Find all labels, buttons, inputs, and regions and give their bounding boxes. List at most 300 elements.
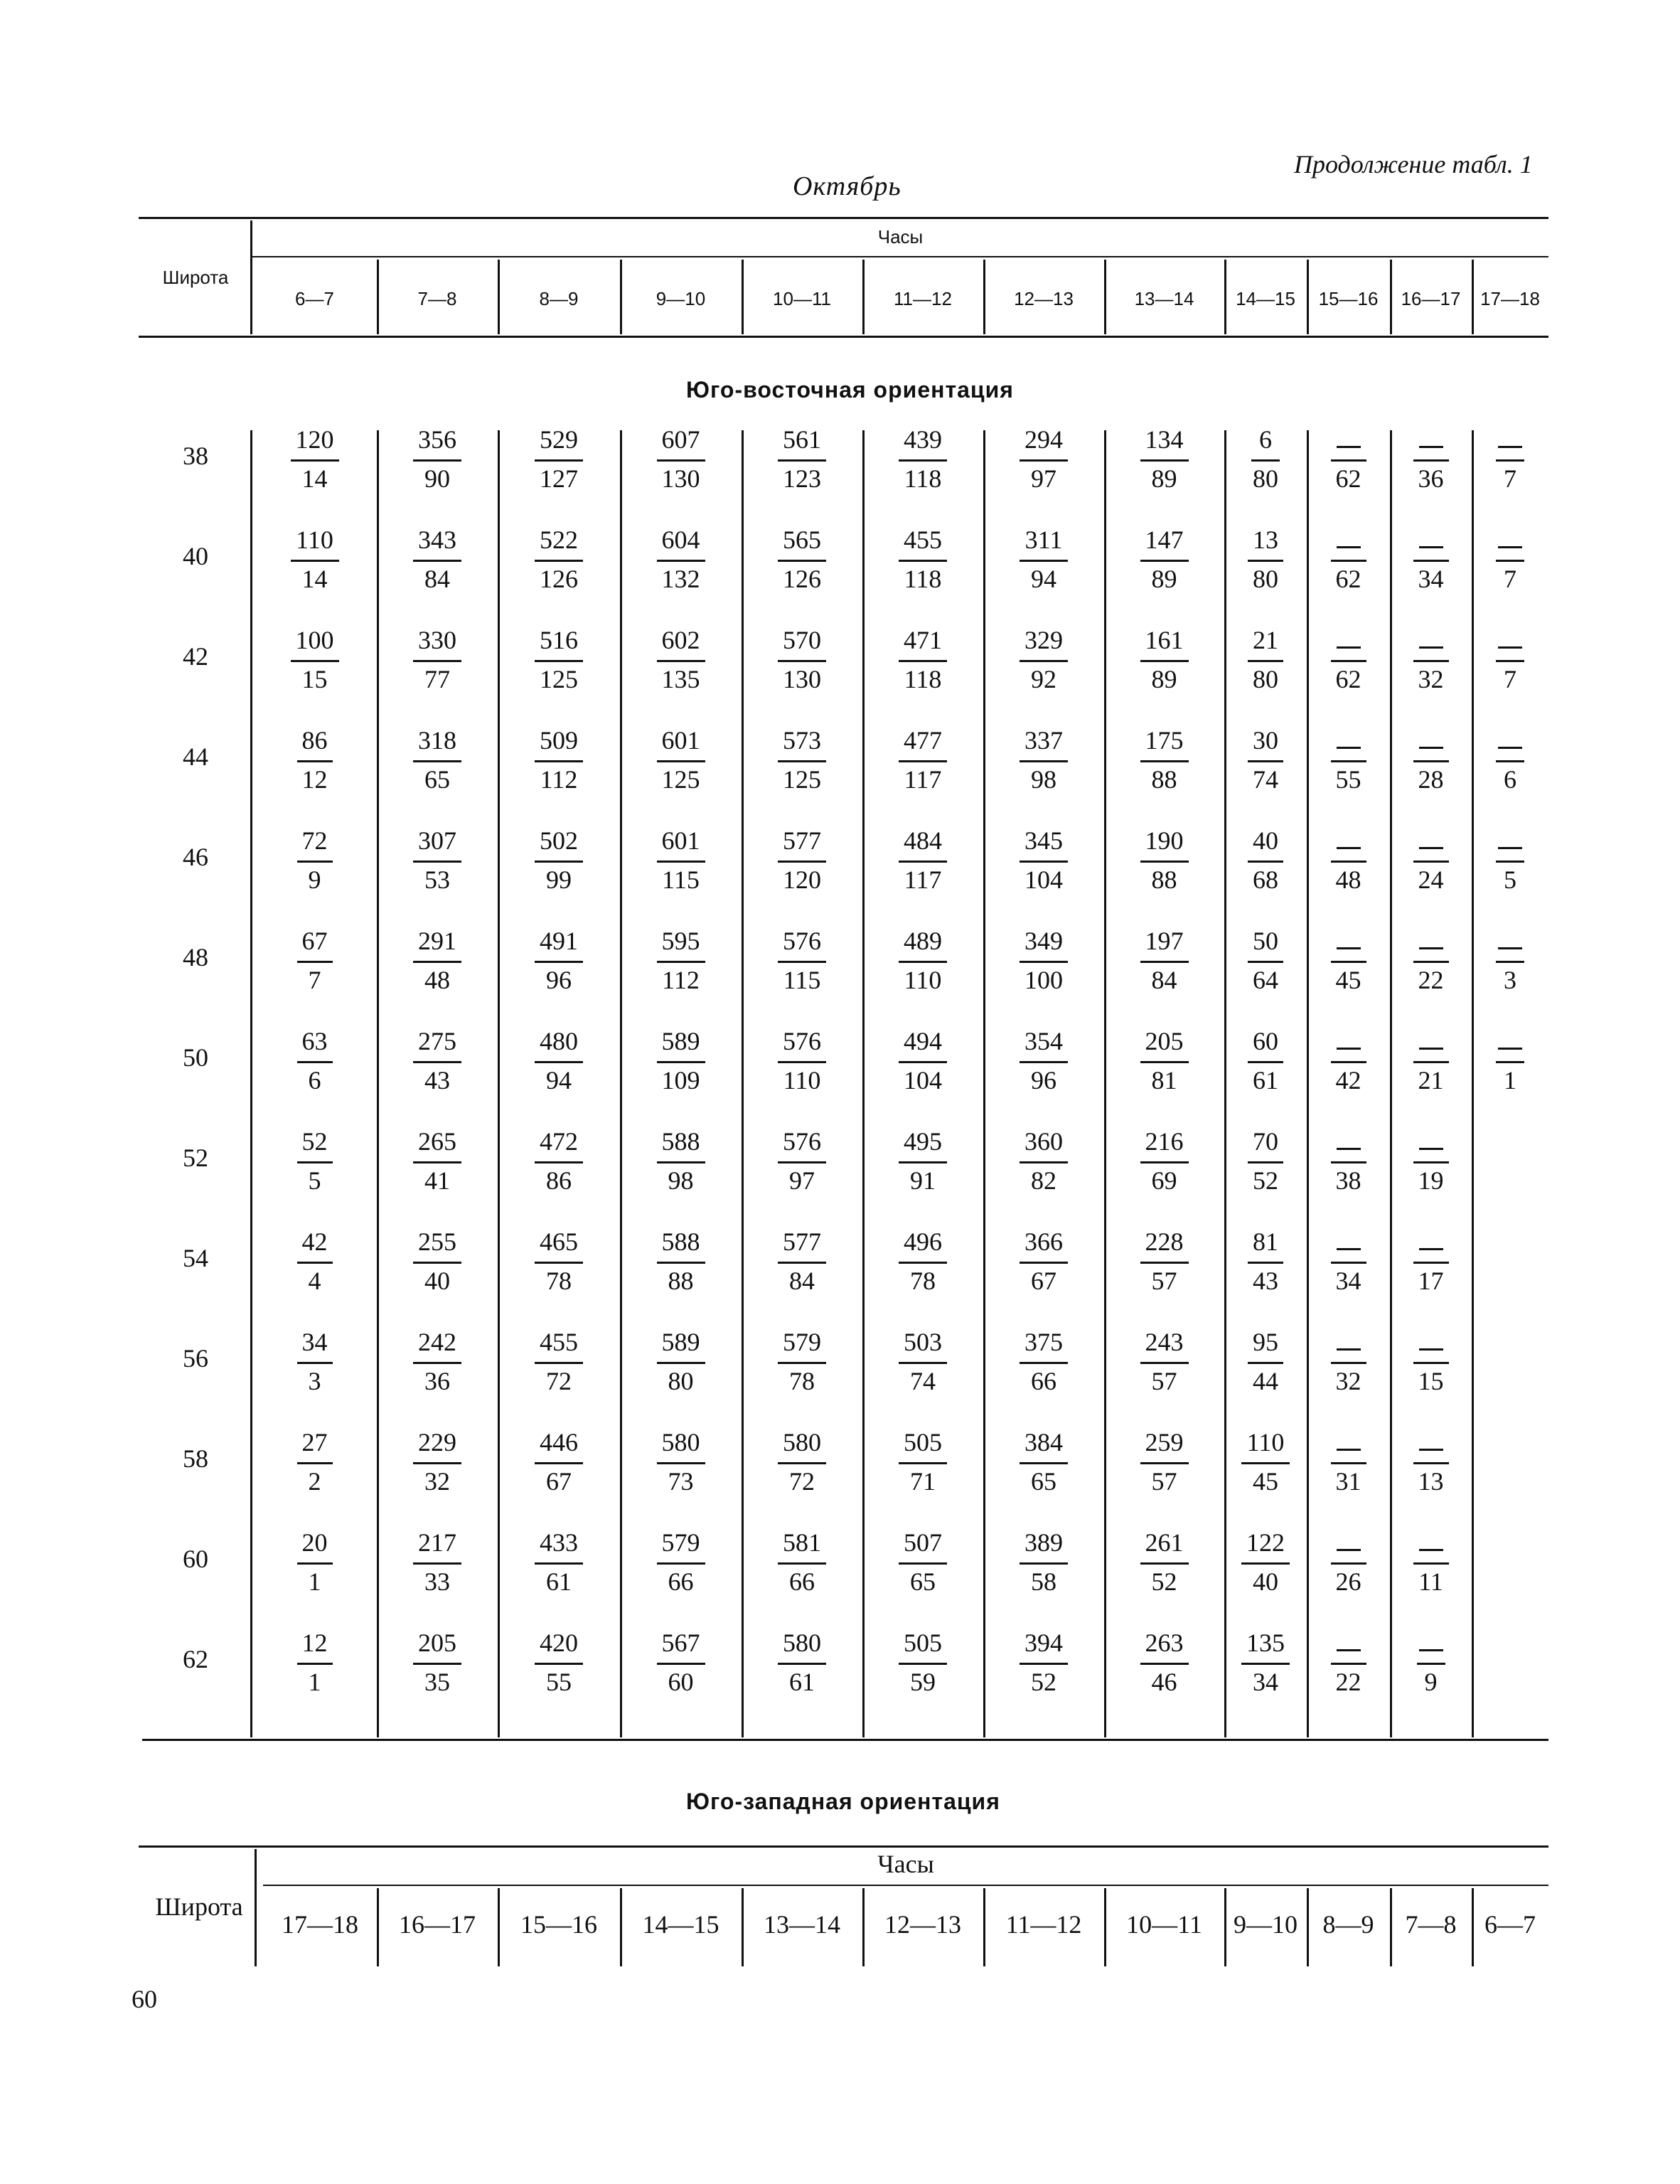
- denominator: 41: [424, 1166, 450, 1195]
- numerator: 100: [295, 626, 334, 654]
- hour-column-header: 14—15: [1236, 288, 1295, 309]
- fraction-cell: [1224, 1129, 1307, 1196]
- hour-column-header: 6—7: [295, 288, 334, 309]
- dash-mark: [1498, 1048, 1522, 1050]
- fraction-cell: [498, 1028, 620, 1096]
- denominator: 52: [1253, 1166, 1278, 1195]
- denominator: 115: [662, 865, 700, 894]
- denominator: 80: [668, 1367, 694, 1395]
- denominator: 43: [1253, 1267, 1278, 1295]
- dash-mark: [1337, 1348, 1361, 1351]
- fraction-cell: [742, 1429, 862, 1497]
- fraction-cell: [983, 1630, 1104, 1698]
- dash-mark: [1337, 646, 1361, 649]
- denominator: 127: [540, 464, 578, 493]
- fraction-cell: [377, 828, 498, 895]
- denominator: 98: [1031, 765, 1056, 794]
- fraction-bar: [1331, 861, 1366, 863]
- dash-mark: [1498, 546, 1522, 548]
- fraction-cell: [377, 728, 498, 795]
- denominator: 3: [308, 1367, 321, 1395]
- numerator: [1390, 527, 1472, 555]
- numerator: 496: [904, 1227, 942, 1256]
- sw-hour-column-header: 12—13: [884, 1910, 961, 1939]
- fraction-cell: [983, 1229, 1104, 1296]
- fraction-cell: [252, 427, 377, 494]
- fraction-bar: [1241, 1562, 1290, 1565]
- dash-mark: [1498, 446, 1522, 448]
- denominator: 57: [1151, 1367, 1177, 1395]
- fraction-cell: [862, 1129, 983, 1196]
- fraction-cell: [1224, 1028, 1307, 1096]
- sw-hour-column-header: 8—9: [1322, 1910, 1374, 1939]
- denominator: 82: [1031, 1166, 1056, 1195]
- numerator: [1307, 1429, 1390, 1458]
- numerator: [1390, 1329, 1472, 1358]
- numerator: [1307, 728, 1390, 756]
- sw-section-title: Юго-западная ориентация: [686, 1789, 1000, 1814]
- fraction-cell: [1390, 928, 1472, 996]
- fraction-cell: [1472, 1028, 1548, 1096]
- numerator: 263: [1145, 1629, 1184, 1657]
- fraction-cell: [620, 527, 742, 595]
- fraction-cell: [620, 1028, 742, 1096]
- denominator: 1: [308, 1668, 321, 1696]
- fraction-bar: [899, 1161, 947, 1163]
- denominator: 65: [1031, 1467, 1056, 1496]
- numerator: [1390, 728, 1472, 756]
- fraction-cell: [983, 427, 1104, 494]
- numerator: 446: [540, 1428, 578, 1456]
- denominator: 117: [904, 765, 942, 794]
- dash-mark: [1419, 446, 1443, 448]
- numerator: [1307, 1530, 1390, 1558]
- numerator: 494: [904, 1027, 942, 1055]
- denominator: 45: [1335, 966, 1361, 994]
- denominator: 88: [1151, 765, 1177, 794]
- numerator: [1307, 1630, 1390, 1658]
- fraction-bar: [1331, 660, 1366, 662]
- numerator: 217: [418, 1528, 456, 1557]
- numerator: 589: [661, 1027, 700, 1055]
- denominator: 84: [424, 565, 450, 593]
- denominator: 130: [661, 464, 700, 493]
- fraction-bar: [1413, 760, 1449, 762]
- fraction-bar: [1413, 1362, 1449, 1364]
- numerator: 489: [904, 927, 942, 955]
- fraction-bar: [413, 1161, 461, 1163]
- fraction-bar: [1413, 861, 1449, 863]
- page-number: 60: [132, 1985, 157, 2013]
- numerator: 495: [904, 1127, 942, 1156]
- numerator: [1390, 1429, 1472, 1458]
- numerator: 472: [540, 1127, 578, 1156]
- numerator: 205: [1145, 1027, 1184, 1055]
- fraction-cell: [983, 1530, 1104, 1597]
- fraction-bar: [1496, 1061, 1524, 1063]
- fraction-cell: [620, 828, 742, 895]
- numerator: [1307, 1129, 1390, 1157]
- fraction-cell: [1224, 828, 1307, 895]
- fraction-bar: [413, 459, 461, 462]
- sw-hour-column-header: 11—12: [1005, 1910, 1082, 1939]
- fraction-cell: [1390, 527, 1472, 595]
- hour-column-header: 9—10: [656, 288, 706, 309]
- sw-latitude-header: Широта: [155, 1892, 243, 1921]
- fraction-bar: [535, 459, 583, 462]
- fraction-bar: [1248, 1362, 1283, 1364]
- dash-mark: [1337, 1248, 1361, 1250]
- fraction-cell: [1472, 527, 1548, 595]
- fraction-bar: [1241, 1663, 1290, 1665]
- denominator: 84: [789, 1267, 815, 1295]
- denominator: 4: [308, 1267, 321, 1295]
- fraction-bar: [1020, 861, 1068, 863]
- fraction-cell: [1104, 627, 1224, 695]
- fraction-bar: [778, 760, 826, 762]
- fraction-cell: [252, 728, 377, 795]
- numerator: 567: [661, 1629, 700, 1657]
- fraction-cell: [1104, 1630, 1224, 1698]
- fraction-cell: [1390, 1028, 1472, 1096]
- fraction-bar: [1020, 560, 1068, 562]
- numerator: [1472, 828, 1548, 856]
- latitude-header: Широта: [162, 267, 229, 288]
- numerator: 42: [301, 1227, 328, 1256]
- denominator: 81: [1151, 1066, 1177, 1094]
- numerator: [1390, 1630, 1472, 1658]
- denominator: 15: [1418, 1367, 1444, 1395]
- numerator: 30: [1253, 726, 1278, 755]
- fraction-cell: [1104, 1129, 1224, 1196]
- dash-mark: [1419, 947, 1443, 949]
- fraction-bar: [657, 560, 705, 562]
- fraction-cell: [1307, 1329, 1390, 1397]
- numerator: [1307, 527, 1390, 555]
- fraction-bar: [778, 1462, 826, 1464]
- denominator: 42: [1335, 1066, 1361, 1094]
- denominator: 77: [424, 665, 450, 693]
- fraction-bar: [1413, 1562, 1449, 1565]
- fraction-bar: [413, 760, 461, 762]
- denominator: 112: [540, 765, 578, 794]
- denominator: 7: [308, 966, 321, 994]
- denominator: 40: [424, 1267, 450, 1295]
- fraction-bar: [657, 1262, 705, 1264]
- denominator: 68: [1253, 865, 1278, 894]
- denominator: 58: [1031, 1567, 1056, 1596]
- fraction-cell: [1224, 427, 1307, 494]
- fraction-cell: [1390, 1530, 1472, 1597]
- numerator: 349: [1024, 927, 1063, 955]
- numerator: 81: [1253, 1227, 1278, 1256]
- fraction-bar: [413, 1061, 461, 1063]
- fraction-cell: [377, 928, 498, 996]
- fraction-bar: [1140, 1362, 1189, 1364]
- fraction-bar: [297, 1161, 333, 1163]
- fraction-cell: [1390, 1329, 1472, 1397]
- fraction-cell: [377, 527, 498, 595]
- fraction-cell: [1390, 1229, 1472, 1296]
- fraction-bar: [1140, 1061, 1189, 1063]
- fraction-bar: [1020, 1262, 1068, 1264]
- fraction-cell: [1224, 627, 1307, 695]
- denominator: 35: [424, 1668, 450, 1696]
- numerator: 576: [783, 927, 821, 955]
- fraction-bar: [899, 1061, 947, 1063]
- hour-column-header: 10—11: [773, 288, 831, 309]
- fraction-cell: [742, 1630, 862, 1698]
- fraction-bar: [297, 961, 333, 963]
- sw-hour-column-header: 10—11: [1126, 1910, 1202, 1939]
- fraction-cell: [1307, 828, 1390, 895]
- numerator: 72: [301, 826, 328, 855]
- denominator: 48: [1335, 865, 1361, 894]
- denominator: 12: [301, 765, 328, 794]
- sw-hours-rule: [263, 1885, 1548, 1886]
- fraction-cell: [862, 1229, 983, 1296]
- numerator: 477: [904, 726, 942, 755]
- numerator: [1390, 427, 1472, 455]
- denominator: 53: [424, 865, 450, 894]
- denominator: 40: [1253, 1567, 1278, 1596]
- latitude-value: 50: [183, 1043, 208, 1072]
- fraction-cell: [1307, 1429, 1390, 1497]
- denominator: 11: [1418, 1567, 1443, 1596]
- fraction-cell: [498, 728, 620, 795]
- fraction-cell: [983, 1129, 1104, 1196]
- numerator: 602: [661, 626, 700, 654]
- dash-mark: [1337, 1549, 1361, 1551]
- dash-mark: [1419, 646, 1443, 649]
- fraction-cell: [983, 1028, 1104, 1096]
- fraction-bar: [413, 861, 461, 863]
- denominator: 78: [789, 1367, 815, 1395]
- fraction-cell: [1224, 1229, 1307, 1296]
- numerator: [1307, 828, 1390, 856]
- fraction-bar: [657, 1562, 705, 1565]
- numerator: 34: [301, 1328, 328, 1356]
- fraction-cell: [377, 1129, 498, 1196]
- fraction-bar: [1496, 961, 1524, 963]
- denominator: 125: [661, 765, 700, 794]
- numerator: 577: [783, 1227, 821, 1256]
- dash-mark: [1337, 947, 1361, 949]
- fraction-cell: [252, 1229, 377, 1296]
- header-bottom-rule: [139, 336, 1548, 338]
- denominator: 1: [308, 1567, 321, 1596]
- numerator: 291: [418, 927, 456, 955]
- denominator: 65: [424, 765, 450, 794]
- numerator: 375: [1024, 1328, 1063, 1356]
- fraction-bar: [899, 1562, 947, 1565]
- dash-mark: [1337, 446, 1361, 448]
- denominator: 34: [1253, 1668, 1278, 1696]
- fraction-bar: [1331, 961, 1366, 963]
- sw-hour-column-header: 15—16: [520, 1910, 597, 1939]
- dash-mark: [1419, 847, 1443, 849]
- fraction-bar: [1140, 560, 1189, 562]
- denominator: 66: [1031, 1367, 1056, 1395]
- denominator: 100: [1024, 966, 1063, 994]
- denominator: 125: [783, 765, 821, 794]
- numerator: 565: [783, 526, 821, 554]
- numerator: 529: [540, 425, 578, 454]
- numerator: 337: [1024, 726, 1063, 755]
- numerator: 579: [783, 1328, 821, 1356]
- fraction-cell: [742, 828, 862, 895]
- fraction-cell: [983, 828, 1104, 895]
- denominator: 96: [546, 966, 572, 994]
- numerator: 588: [661, 1227, 700, 1256]
- fraction-cell: [252, 627, 377, 695]
- fraction-bar: [535, 1161, 583, 1163]
- fraction-bar: [413, 1663, 461, 1665]
- fraction-bar: [1248, 861, 1283, 863]
- denominator: 71: [910, 1467, 936, 1496]
- fraction-bar: [1020, 1562, 1068, 1565]
- fraction-bar: [1248, 1061, 1283, 1063]
- fraction-cell: [252, 527, 377, 595]
- fraction-bar: [657, 459, 705, 462]
- fraction-cell: [862, 427, 983, 494]
- fraction-cell: [252, 1329, 377, 1397]
- fraction-cell: [252, 928, 377, 996]
- numerator: 311: [1024, 526, 1063, 554]
- denominator: 67: [546, 1467, 572, 1496]
- dash-mark: [1419, 546, 1443, 548]
- fraction-bar: [535, 1663, 583, 1665]
- numerator: [1307, 427, 1390, 455]
- fraction-bar: [535, 560, 583, 562]
- fraction-bar: [1496, 861, 1524, 863]
- fraction-bar: [1248, 1262, 1283, 1264]
- fraction-cell: [620, 1429, 742, 1497]
- fraction-bar: [1248, 961, 1283, 963]
- latitude-value: 40: [183, 542, 208, 570]
- denominator: 86: [546, 1166, 572, 1195]
- numerator: 480: [540, 1027, 578, 1055]
- numerator: 86: [301, 726, 328, 755]
- fraction-cell: [1104, 1229, 1224, 1296]
- numerator: 67: [301, 927, 328, 955]
- denominator: 33: [424, 1567, 450, 1596]
- denominator: 89: [1151, 665, 1177, 693]
- numerator: 307: [418, 826, 456, 855]
- denominator: 118: [904, 464, 942, 493]
- fraction-cell: [252, 1028, 377, 1096]
- denominator: 118: [904, 665, 942, 693]
- fraction-cell: [862, 728, 983, 795]
- fraction-bar: [535, 760, 583, 762]
- fraction-cell: [983, 527, 1104, 595]
- numerator: [1307, 1329, 1390, 1358]
- hour-column-header: 16—17: [1401, 288, 1461, 309]
- numerator: 294: [1024, 425, 1063, 454]
- fraction-bar: [657, 1462, 705, 1464]
- fraction-bar: [1140, 961, 1189, 963]
- denominator: 135: [661, 665, 700, 693]
- dash-mark: [1419, 1048, 1443, 1050]
- fraction-bar: [899, 1462, 947, 1464]
- denominator: 34: [1335, 1267, 1361, 1295]
- fraction-bar: [778, 1262, 826, 1264]
- fraction-bar: [297, 1462, 333, 1464]
- fraction-bar: [778, 1362, 826, 1364]
- fraction-cell: [1224, 1630, 1307, 1698]
- numerator: 63: [301, 1027, 328, 1055]
- fraction-bar: [1140, 1462, 1189, 1464]
- denominator: 120: [783, 865, 821, 894]
- fraction-bar: [899, 1262, 947, 1264]
- fraction-cell: [377, 1530, 498, 1597]
- denominator: 80: [1253, 464, 1278, 493]
- numerator: 502: [540, 826, 578, 855]
- fraction-bar: [413, 961, 461, 963]
- numerator: 561: [783, 425, 821, 454]
- fraction-bar: [1020, 459, 1068, 462]
- fraction-cell: [377, 1630, 498, 1698]
- fraction-cell: [1104, 1028, 1224, 1096]
- denominator: 28: [1418, 765, 1444, 794]
- header-hours-rule: [252, 256, 1548, 257]
- denominator: 115: [783, 966, 821, 994]
- denominator: 96: [1031, 1066, 1056, 1094]
- numerator: 465: [540, 1227, 578, 1256]
- denominator: 60: [668, 1668, 694, 1696]
- numerator: 360: [1024, 1127, 1063, 1156]
- numerator: 122: [1246, 1528, 1285, 1557]
- fraction-cell: [1390, 1429, 1472, 1497]
- latitude-value: 42: [183, 642, 208, 671]
- numerator: 455: [540, 1328, 578, 1356]
- fraction-bar: [1331, 1663, 1366, 1665]
- numerator: 120: [295, 425, 334, 454]
- numerator: 484: [904, 826, 942, 855]
- numerator: [1390, 1530, 1472, 1558]
- denominator: 31: [1335, 1467, 1361, 1496]
- numerator: 509: [540, 726, 578, 755]
- fraction-cell: [1472, 427, 1548, 494]
- numerator: 265: [418, 1127, 456, 1156]
- fraction-bar: [1413, 660, 1449, 662]
- numerator: 570: [783, 626, 821, 654]
- fraction-cell: [1307, 728, 1390, 795]
- fraction-cell: [252, 828, 377, 895]
- fraction-bar: [1413, 1161, 1449, 1163]
- denominator: 26: [1335, 1567, 1361, 1596]
- hour-column-header: 15—16: [1318, 288, 1379, 309]
- fraction-cell: [377, 627, 498, 695]
- fraction-bar: [535, 961, 583, 963]
- fraction-cell: [252, 1129, 377, 1196]
- numerator: [1472, 527, 1548, 555]
- denominator: 45: [1253, 1467, 1278, 1496]
- fraction-bar: [899, 1362, 947, 1364]
- fraction-bar: [413, 1462, 461, 1464]
- numerator: [1390, 627, 1472, 656]
- numerator: 21: [1253, 626, 1278, 654]
- fraction-bar: [535, 1061, 583, 1063]
- numerator: 190: [1145, 826, 1184, 855]
- fraction-bar: [1413, 1061, 1449, 1063]
- fraction-cell: [862, 1329, 983, 1397]
- denominator: 88: [1151, 865, 1177, 894]
- fraction-cell: [377, 427, 498, 494]
- fraction-cell: [1307, 1028, 1390, 1096]
- fraction-bar: [1413, 459, 1449, 462]
- fraction-cell: [1307, 1229, 1390, 1296]
